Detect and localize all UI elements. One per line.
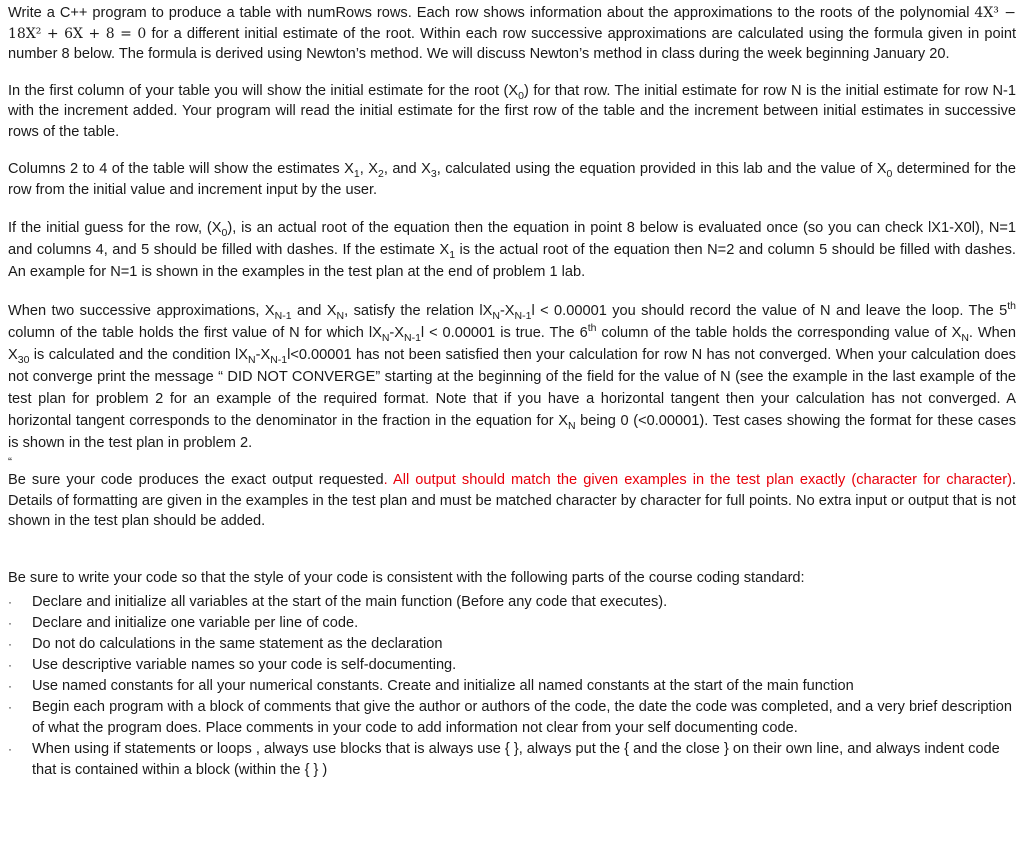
text-run: , and X: [383, 161, 431, 177]
text-run: Columns 2 to 4 of the table will show the estimates X: [8, 161, 354, 177]
first-column-paragraph: [8, 81, 1016, 143]
text-run: , calculated using the equation provided in this lab and the value of X: [436, 161, 887, 177]
subscript: 30: [17, 353, 30, 366]
text-run: . Details of formatting are given in the examples in the test plan and must be matched character by character for full points. No extra input or output that is not shown in the test plan should be added.: [8, 472, 1016, 529]
coding-standard-list: [8, 592, 1016, 781]
bullet-icon: ·: [8, 742, 12, 756]
list-item-text: Use descriptive variable names so your code is self-documenting.: [32, 657, 457, 673]
subscript: N-1: [514, 309, 532, 322]
subscript: N: [567, 419, 576, 432]
subscript: N: [336, 309, 345, 322]
text-run: Be sure your code produces the exact output requested: [8, 472, 384, 488]
subscript: 0: [518, 89, 524, 102]
convergence-paragraph: [8, 300, 1016, 454]
bullet-icon: ·: [8, 637, 12, 651]
subscript: N: [492, 309, 500, 322]
text-run: is the actual root of the equation then N=2 and column 5 should be filled with dashes. An example for N=1 is shown in the examples in the test plan at the end of problem 1 lab.: [8, 242, 1016, 280]
subscript: 1: [449, 248, 456, 261]
columns-paragraph: [8, 159, 1016, 200]
bullet-icon: ·: [8, 700, 12, 714]
text-run: Write a C++ program to produce a table with numRows rows. Each row shows information about the approximations to the roots of the polynomial: [8, 5, 975, 21]
initial-guess-paragraph: [8, 217, 1016, 283]
text-run: being 0 (<0.00001). Test cases showing the format for these cases is shown in the test plan in problem 2.: [8, 413, 1016, 451]
text-run: determined for the row from the initial value and increment input by the user.: [8, 161, 1017, 198]
list-item-text: Use named constants for all your numerical constants. Create and initialize all named constants at the start of the main function: [32, 678, 854, 694]
assignment-document: [8, 3, 1016, 781]
bullet-icon: ·: [8, 679, 12, 693]
text-run: ), is an actual root of the equation then the equation in point 8 below is evaluated once (so you can check lX1-X0l), N=1 and columns 4, and 5 should be filled with dashes. If the estimate X: [8, 220, 1017, 258]
list-item: [8, 634, 1016, 655]
intro-paragraph: [8, 3, 1016, 65]
stray-quote-mark: “: [8, 455, 12, 469]
text-run: l < 0.00001 is true. The 6: [420, 325, 588, 341]
text-run: ) for that row. The initial estimate for row N is the initial estimate for row N-1 with the increment added. Your program will read the initial estimate for the first row of the table and the increment between initial estimates in successive rows of the table.: [8, 82, 1016, 140]
text-run: l < 0.00001 you should record the value of N and leave the loop. The 5: [531, 303, 1008, 319]
list-item: [8, 739, 1016, 781]
polynomial-equation: 4X³ − 18X² + 6X + 8 = 0: [8, 5, 1016, 42]
list-item: [8, 592, 1016, 613]
bullet-icon: ·: [8, 658, 12, 672]
subscript: N-1: [270, 353, 288, 366]
list-item: [8, 676, 1016, 697]
text-run: column of the table holds the corresponding value of X: [596, 325, 962, 341]
list-item-text: Declare and initialize all variables at the start of the main function (Before any code that executes).: [32, 594, 668, 610]
subscript: N-1: [404, 331, 421, 344]
subscript: N-1: [274, 309, 292, 322]
text-run: is calculated and the condition lX: [29, 347, 249, 363]
text-run: column of the table holds the first value of N for which lX: [8, 325, 382, 341]
subscript: 2: [377, 167, 384, 180]
text-run: . When X: [8, 325, 1017, 363]
list-item: [8, 655, 1016, 676]
text-run: , satisfy the relation lX: [344, 303, 493, 319]
subscript: 3: [430, 167, 437, 180]
bullet-icon: ·: [8, 616, 12, 630]
text-run: -X: [389, 325, 404, 341]
exact-output-paragraph: [8, 470, 1016, 532]
subscript: N: [248, 353, 256, 366]
subscript: 0: [221, 226, 228, 239]
subscript: 0: [886, 167, 893, 180]
text-run: , X: [359, 161, 378, 177]
text-run: -X: [255, 347, 271, 363]
list-item-text: When using if statements or loops , always use blocks that is always use { }, always put the { and the close } on their own line, and always indent code that is contained within a block (within the { } ): [32, 741, 1000, 778]
list-item-text: Do not do calculations in the same statement as the declaration: [32, 636, 443, 652]
list-item-text: Declare and initialize one variable per line of code.: [32, 615, 359, 631]
coding-standard-intro: Be sure to write your code so that the style of your code is consistent with the following parts of the course coding standard:: [8, 569, 805, 586]
highlighted-requirement: . All output should match the given examples in the test plan exactly (character for character): [383, 472, 1012, 488]
text-run: for a different initial estimate of the root. Within each row successive approximations are calculated using the formula given in point number 8 below. The formula is derived using Newton’s method. We will discuss Newton’s method in class during the week beginning January 20.: [8, 25, 1016, 62]
bullet-icon: ·: [8, 595, 12, 609]
text-run: -X: [499, 303, 515, 319]
subscript: N: [381, 331, 390, 344]
text-run: When two successive approximations, X: [8, 303, 275, 319]
subscript: 1: [353, 167, 360, 180]
text-run: In the first column of your table you will show the initial estimate for the root (X: [8, 82, 519, 99]
text-run: l<0.00001 has not been satisfied then your calculation for row N has not converged. When your calculation does not converge print the message “ DID NOT CONVERGE” starting at the beginning of the field for the value of N (see the example in the last example of the test plan for problem 2 for an example of the required format. Note that if you have a horizontal tangent then your calculation has not converged. A horizontal tangent corresponds to the denominator in the fraction in the equation for X: [8, 347, 1016, 429]
superscript: th: [587, 322, 597, 335]
subscript: N: [961, 331, 969, 344]
text-run: If the initial guess for the row, (X: [8, 220, 222, 236]
list-item: [8, 697, 1016, 739]
list-item-text: Begin each program with a block of comments that give the author or authors of the code, the date the code was completed, and a very brief description of what the program does. Place comments in your code to add information not clear from your self documenting code.: [32, 699, 1012, 736]
superscript: th: [1007, 300, 1017, 313]
text-run: and X: [291, 303, 337, 319]
list-item: [8, 613, 1016, 634]
